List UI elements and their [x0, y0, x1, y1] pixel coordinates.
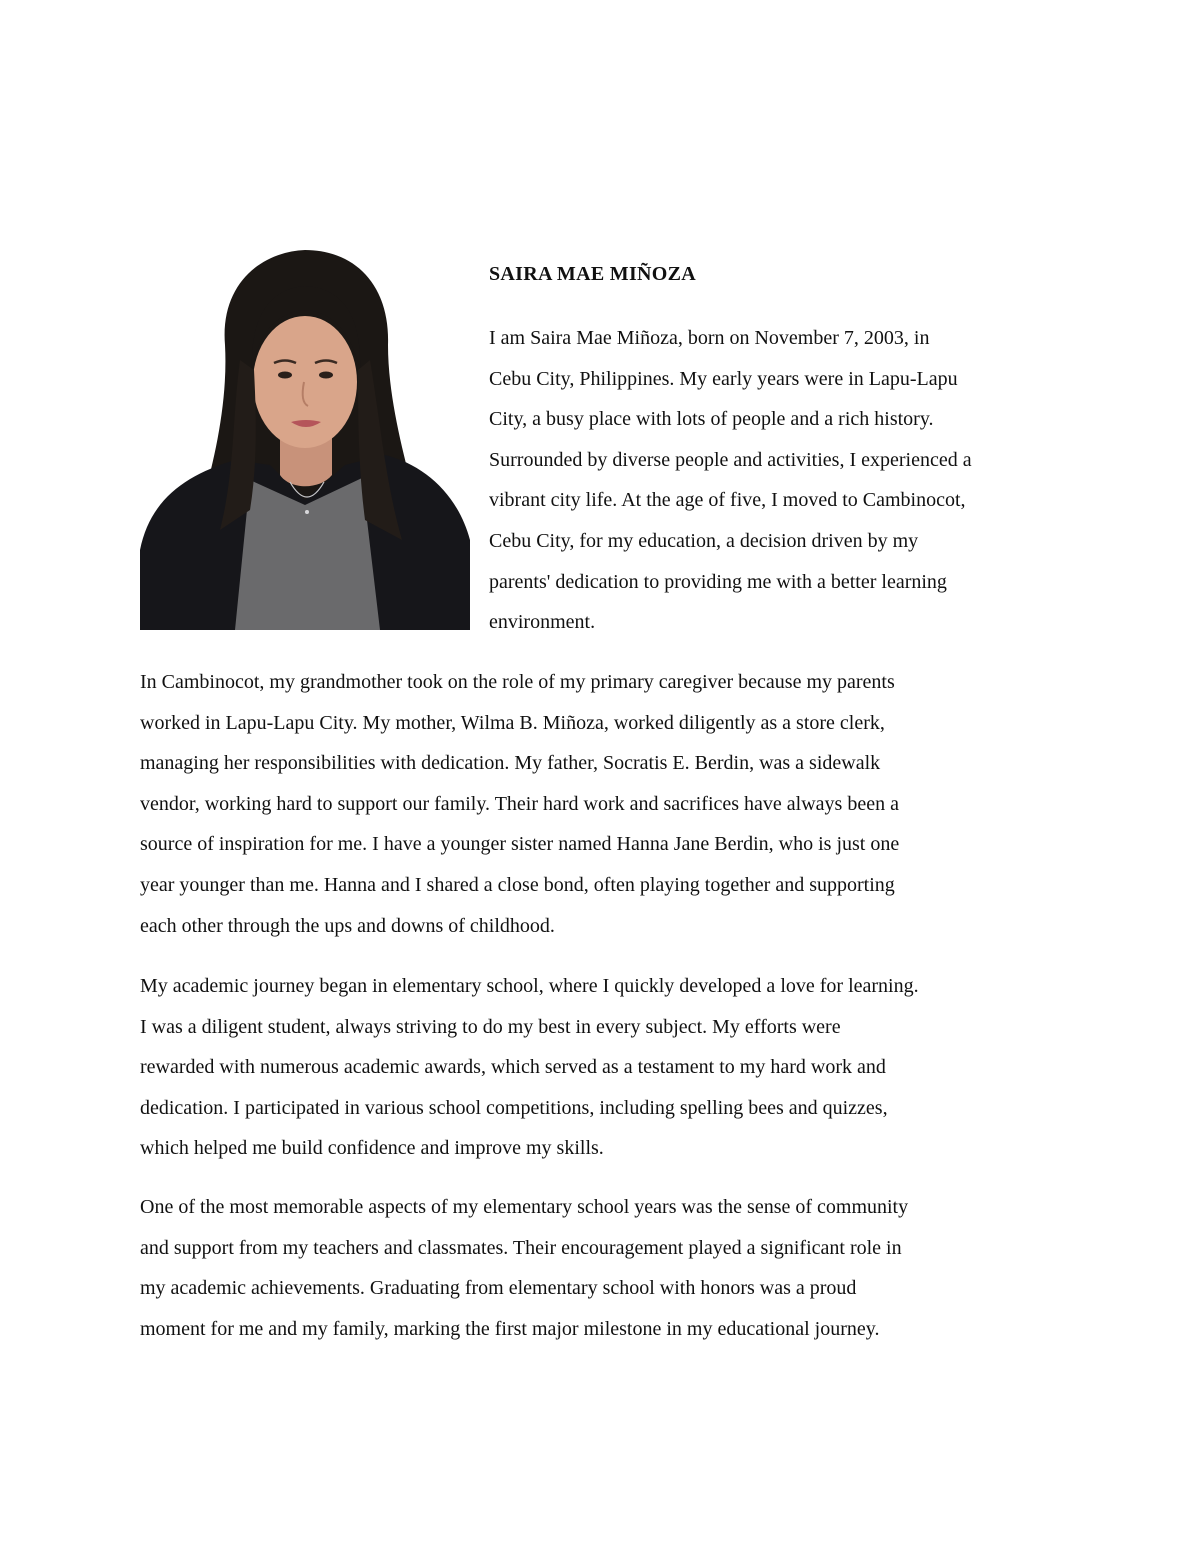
- paragraph-line: managing her responsibilities with dedication. My father, Socratis E. Berdin, was a sidewalk: [140, 752, 881, 775]
- memories-paragraph: [140, 1187, 1070, 1349]
- intro-paragraph: [489, 318, 1069, 643]
- paragraph-line: My academic journey began in elementary school, where I quickly developed a love for learning.: [140, 975, 919, 997]
- paragraph-line: source of inspiration for me. I have a younger sister named Hanna Jane Berdin, who is just one: [140, 833, 900, 856]
- paragraph-line: worked in Lapu-Lapu City. My mother, Wilma B. Miñoza, worked diligently as a store clerk,: [140, 711, 885, 734]
- intro-line: Cebu City, for my education, a decision driven by my: [489, 529, 919, 552]
- paragraph-line: which helped me build confidence and improve my skills.: [140, 1137, 604, 1160]
- family-paragraph: [140, 662, 1070, 946]
- intro-line: environment.: [489, 611, 596, 634]
- paragraph-line: One of the most memorable aspects of my elementary school years was the sense of community: [140, 1196, 909, 1218]
- paragraph-line: In Cambinocot, my grandmother took on the role of my primary caregiver because my parents: [140, 671, 895, 693]
- paragraph-line: and support from my teachers and classmates. Their encouragement played a significant role in: [140, 1236, 902, 1259]
- paragraph-line: moment for me and my family, marking the first major milestone in my educational journey.: [140, 1317, 880, 1340]
- intro-line: Cebu City, Philippines. My early years were in Lapu-Lapu: [489, 367, 958, 390]
- intro-line: City, a busy place with lots of people and a rich history.: [489, 408, 934, 431]
- paragraph-line: year younger than me. Hanna and I shared a close bond, often playing together and supporting: [140, 873, 895, 896]
- paragraph-line: I was a diligent student, always striving to do my best in every subject. My efforts were: [140, 1015, 841, 1038]
- paragraph-line: rewarded with numerous academic awards, which served as a testament to my hard work and: [140, 1056, 886, 1079]
- paragraph-line: my academic achievements. Graduating from elementary school with honors was a proud: [140, 1277, 857, 1300]
- paragraph-line: vendor, working hard to support our family. Their hard work and sacrifices have always been a: [140, 792, 899, 815]
- profile-photo: [140, 250, 470, 630]
- document-title: SAIRA MAE MIÑOZA: [489, 263, 697, 285]
- intro-line: Surrounded by diverse people and activities, I experienced a: [489, 448, 972, 471]
- academic-paragraph: [140, 966, 1070, 1169]
- intro-line: parents' dedication to providing me with a better learning: [489, 570, 947, 593]
- intro-line: vibrant city life. At the age of five, I moved to Cambinocot,: [489, 489, 966, 512]
- paragraph-line: each other through the ups and downs of childhood.: [140, 914, 555, 937]
- paragraph-line: dedication. I participated in various school competitions, including spelling bees and quizzes,: [140, 1096, 888, 1119]
- intro-line: I am Saira Mae Miñoza, born on November 7, 2003, in: [489, 327, 930, 349]
